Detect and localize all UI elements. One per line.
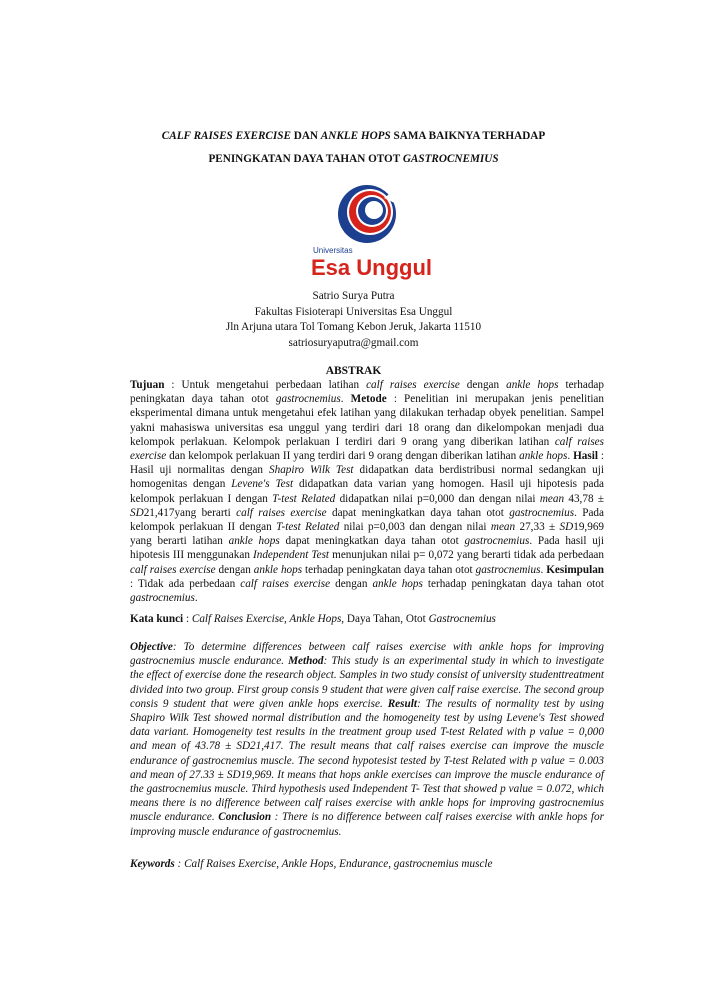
text-run: . Pada kelompok perlakuan II dengan <box>130 506 604 534</box>
text-run: 27,33 ± <box>515 521 560 534</box>
text-run: calf raises exercise <box>366 379 460 391</box>
text-run: Independent Test <box>253 549 330 562</box>
text-run: gastrocnemius <box>509 506 575 519</box>
text-run: calf raises exercise <box>130 563 216 576</box>
text-run: Levene's Test <box>231 478 294 491</box>
text-run: 19,969 yang berarti latihan <box>130 521 604 548</box>
text-run: gastrocnemius <box>275 393 341 406</box>
title-line-1 <box>0 125 707 148</box>
text-run: terhadap peningkatan daya tahan otot <box>302 563 476 576</box>
kata-kunci <box>130 612 604 626</box>
text-run: 43,78 ± <box>564 492 604 505</box>
text-run: ankle hops <box>372 577 423 590</box>
text-run: Daya Tahan, Otot <box>344 613 429 625</box>
text-run: Tujuan <box>130 379 165 391</box>
text-run: PENINGKATAN DAYA TAHAN OTOT <box>208 153 403 165</box>
text-run: nilai p=0,003 dan dengan nilai <box>339 521 491 534</box>
text-run: gastrocnemius <box>475 563 541 576</box>
author-block <box>0 289 707 351</box>
text-run: didapatkan data varian yang homogen. Hasil uji hipotesis pada kelompok perlakuan I dengan <box>130 478 605 505</box>
text-run: menunjukan nilai p= 0,072 yang berarti tidak ada perbedaan <box>329 549 604 562</box>
text-run: ANKLE HOPS <box>320 130 391 142</box>
keywords-english <box>130 857 604 871</box>
text-run: gastrocnemius <box>130 592 195 605</box>
text-run: : Untuk mengetahui perbedaan latihan <box>164 379 367 391</box>
text-run: Objective <box>130 641 173 653</box>
author-name: Satrio Surya Putra <box>312 290 395 302</box>
text-run: : The results of normality test by using Shapiro Wilk Test showed normal distribution and the homogeneity test by using Levene's Test showed data variant. Homogeneity test results in the treatment group used T-test Related with p value = 0,000 and mean of 43.78 ± SD21,417. The result means that calf raises exercise can improve the muscle endurance of gastrocnemius muscle. The second hypotesist tested by T-test Related with p value = 0.003 and mean of 27.33 ± SD19,969. It means that hops ankle exercises can improve the muscle endurance of the gastrocnemius muscle. Third hypothesis used Independent T- Test that showed p value = 0.072, which means there is no difference between calf raises exercise with ankle hops for improving gastrocnemius muscle endurance. <box>130 697 604 824</box>
text-run: dengan <box>459 379 507 391</box>
text-run: : To determine differences between calf raises exercise with ankle hops for improving gastrocnemius muscle endurance. <box>130 641 604 668</box>
text-run: SAMA BAIKNYA TERHADAP <box>390 130 546 142</box>
text-run: terhadap peningkatan daya tahan otot <box>422 577 604 590</box>
text-run: calf raises exercise <box>130 435 604 463</box>
text-run: dengan <box>330 577 373 590</box>
text-run: dapat meningkatkan daya tahan otot <box>279 535 465 548</box>
text-run: . <box>340 393 351 406</box>
text-run: : This study is an experimental study in which to investigate the effect of exercise done the research object. Samples in two study consist of university studenttreatment divided into two group. First group consis 9 student that were given calf raise exercise. The second group consis 9 student that were given ankle hops exercise. <box>130 655 604 710</box>
paper-title <box>0 125 707 171</box>
logo-big-text: Esa Unggul <box>311 255 433 280</box>
text-run: . <box>194 592 198 605</box>
text-run: Result <box>387 697 417 710</box>
text-run: CALF RAISES EXERCISE <box>161 130 291 142</box>
text-run: . <box>567 450 574 463</box>
author-address: Jln Arjuna utara Tol Tomang Kebon Jeruk, Jakarta 11510 <box>225 321 482 333</box>
text-run: . Pada hasil uji hipotesis III menggunakan <box>130 535 604 562</box>
text-run: T-test Related <box>272 492 336 505</box>
text-run: SD <box>559 521 574 534</box>
abstrak-heading: ABSTRAK <box>325 365 382 377</box>
text-run: calf raises exercise <box>240 577 331 590</box>
text-run: T-test Related <box>276 521 340 534</box>
text-run: : Penelitian ini merupakan jenis penelitian eksperimental dimana untuk mengetahui efek latihan yang dilakukan terhadap obyek penelitian. Sampel yakni mahasiswa universitas esa unggul yang terdiri dari 18 orang dan dikelompokan menjadi dua kelompok perlakuan. Kelompok perlakuan I terdiri dari 9 orang yang diberikan latihan <box>130 393 604 448</box>
text-run: dapat meningkatkan daya tahan otot <box>326 506 510 519</box>
university-logo <box>299 178 435 282</box>
text-run: ankle hops <box>506 379 559 391</box>
text-run: Shapiro Wilk Test <box>269 464 354 477</box>
abstrak-body <box>130 378 604 605</box>
text-run: Method <box>288 655 324 668</box>
text-run: ankle hops <box>228 535 280 548</box>
text-run: . <box>540 563 547 576</box>
text-run: GASTROCNEMIUS <box>402 153 499 165</box>
text-run: : Tidak ada perbedaan <box>130 577 241 590</box>
text-run: ankle hops <box>253 563 303 576</box>
text-run: didapatkan data berdistribusi normal sedangkan uji homogenitas dengan <box>130 464 604 491</box>
text-run: Kata kunci <box>130 613 184 625</box>
text-run: : There is no difference between calf raises exercise with ankle hops for improving muscle endurance of gastrocnemius. <box>130 811 604 838</box>
text-run: : <box>183 613 192 625</box>
text-run: mean <box>490 521 516 534</box>
text-run: mean <box>539 492 565 505</box>
text-run: 21,417yang berarti <box>143 506 237 519</box>
abstract-english-body <box>130 640 604 839</box>
text-run: Hasil <box>573 450 598 463</box>
text-run: Metode <box>350 393 387 406</box>
text-run: dengan <box>215 563 254 576</box>
text-run: : Hasil uji normalitas dengan <box>130 450 605 477</box>
text-run: Keywords <box>130 858 175 870</box>
title-line-2 <box>0 148 707 171</box>
text-run: DAN <box>290 130 321 142</box>
logo-small-text: Universitas <box>313 246 353 255</box>
text-run: dan kelompok perlakuan II yang terdiri dari 9 orang dengan diberikan latihan <box>166 450 520 463</box>
text-run: ankle hops <box>519 450 568 463</box>
text-run: didapatkan nilai p=0,000 dan dengan nilai <box>335 492 540 505</box>
text-run: SD <box>130 506 144 519</box>
text-run: gastrocnemius <box>464 535 530 548</box>
text-run: Gastrocnemius <box>428 613 496 625</box>
text-run: Kesimpulan <box>546 563 605 576</box>
author-email: satriosuryaputra@gmail.com <box>288 336 419 349</box>
text-run: : Calf Raises Exercise, Ankle Hops, Endurance, gastrocnemius muscle <box>174 858 493 870</box>
text-run: Calf Raises Exercise, Ankle Hops, <box>191 613 345 625</box>
author-faculty: Fakultas Fisioterapi Universitas Esa Unggul <box>254 305 453 318</box>
text-run: terhadap peningkatan daya tahan otot <box>130 379 604 406</box>
text-run: calf raises exercise <box>236 506 327 519</box>
text-run: Conclusion <box>218 811 272 824</box>
